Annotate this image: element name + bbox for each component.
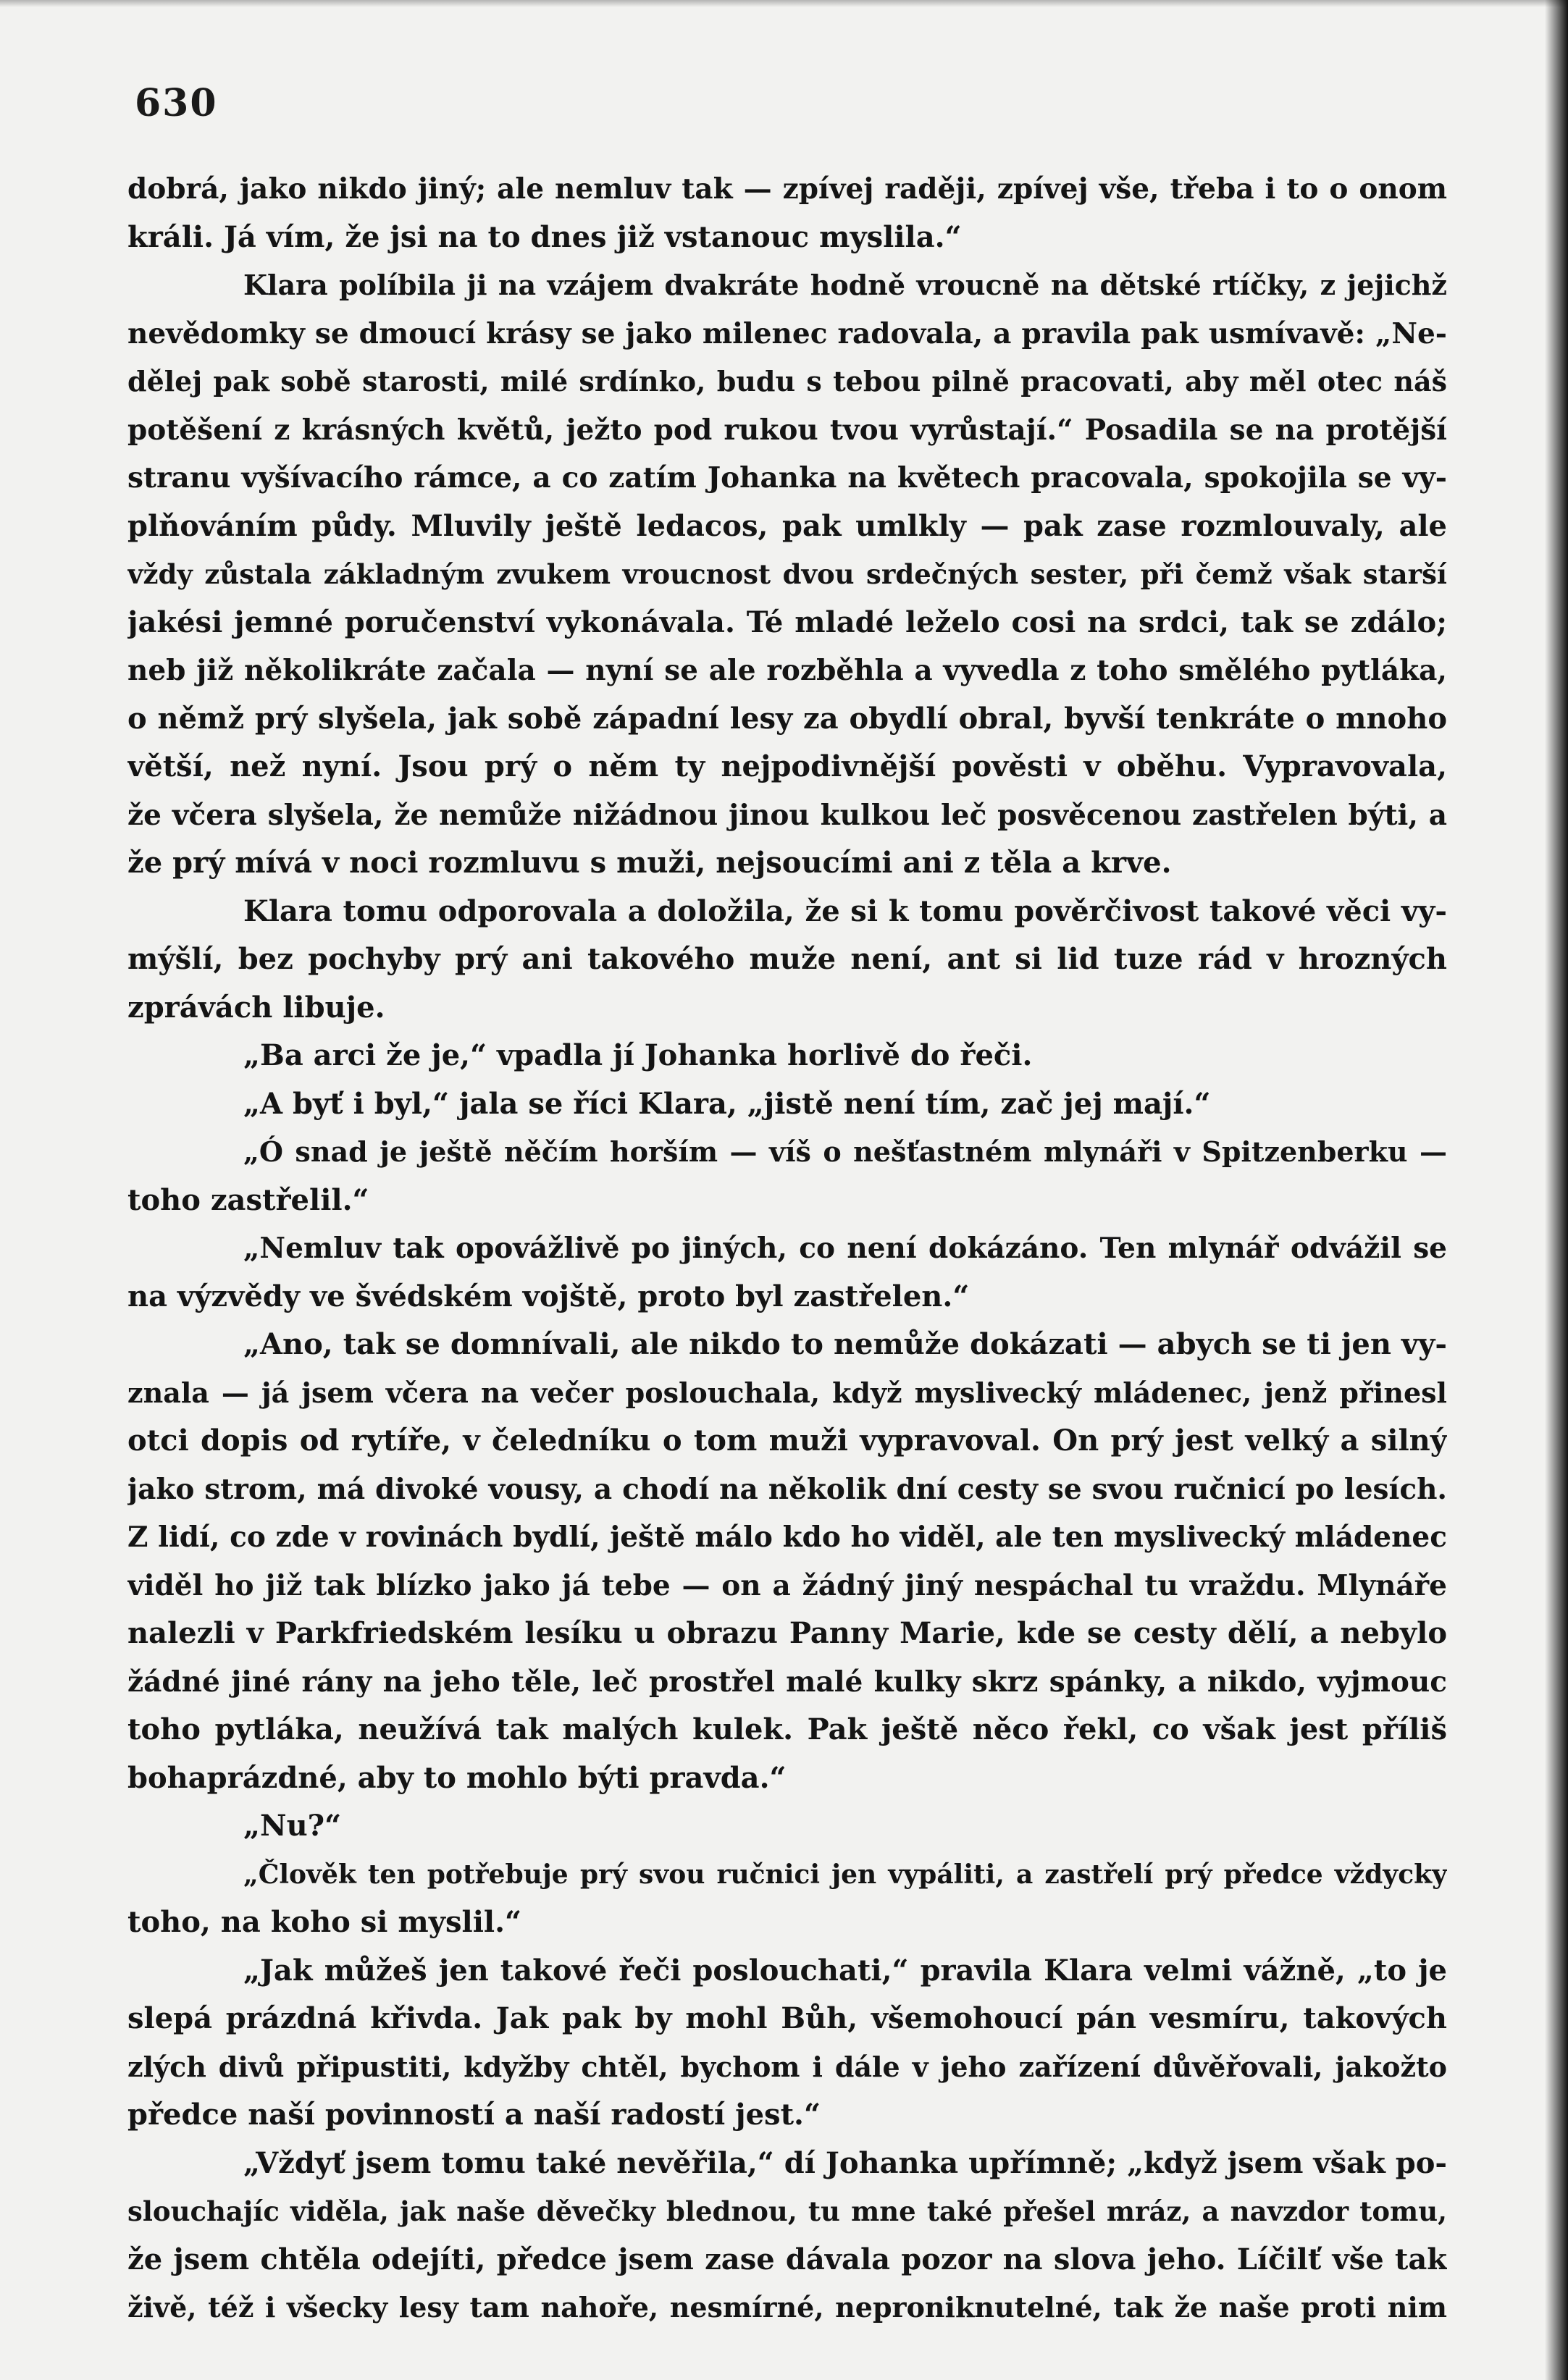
text-line: že prý mívá v noci rozmluvu s muži, nejsoucími ani z těla a krve. [127,846,1172,880]
text-line: znala — já jsem včera na večer poslouchala, když myslivecký mládenec, jenž přinesl [127,1376,1447,1409]
text-line: „Ba arci že je,“ vpadla jí Johanka horlivě do řeči. [243,1038,1033,1072]
text-line: na výzvědy ve švédském vojště, proto byl zastřelen.“ [127,1279,970,1313]
text-line: Z lidí, co zde v rovinách bydlí, ještě málo kdo ho viděl, ale ten myslivecký mládenec [127,1521,1447,1554]
text-line: stranu vyšívacího rámce, a co zatím Johanka na květech pracovala, spokojila se vy- [127,461,1447,495]
text-line: plňováním půdy. Mluvily ještě ledacos, pak umlkly — pak zase rozmlouvaly, ale [127,508,1447,543]
text-line: „Nemluv tak opovážlivě po jiných, co není dokázáno. Ten mlynář odvážil se [243,1232,1447,1265]
text-line: dělej pak sobě starosti, milé srdínko, budu s tebou pilně pracovati, aby měl otec náš [127,365,1447,398]
page-top-edge [0,0,1568,7]
text-line: že včera slyšela, že nemůže nižádnou jinou kulkou leč posvěcenou zastřelen býti, a [127,798,1447,832]
text-line: toho pytláka, neužívá tak malých kulek. Pak ještě něco řekl, co však jest příliš [127,1712,1447,1746]
text-line: že jsem chtěla odejíti, předce jsem zase dávala pozor na slova jeho. Líčilť vše tak [127,2242,1447,2276]
text-line: živě, též i všecky lesy tam nahoře, nesmírné, neproniknutelné, tak že naše proti nim [127,2291,1447,2324]
text-line: „Ano, tak se domnívali, ale nikdo to nemůže dokázati — abych se ti jen vy- [243,1327,1447,1361]
text-line: bohaprázdné, aby to mohlo býti pravda.“ [127,1760,787,1795]
text-line: „Člověk ten potřebuje prý svou ručnici jen vypáliti, a zastřelí prý předce vždycky [243,1859,1447,1890]
text-line: neb již několikráte začala — nyní se ale rozběhla a vyvedla z toho smělého pytláka, [127,654,1447,687]
text-line: otci dopis od rytíře, v čeledníku o tom muži vypravoval. On prý jest velký a silný [127,1424,1447,1458]
text-line: králi. Já vím, že jsi na to dnes již vstanouc myslila.“ [127,219,962,254]
text-line: zprávách libuje. [127,990,385,1025]
text-line: mýšlí, bez pochyby prý ani takového muže není, ant si lid tuze rád v hrozných [127,942,1447,976]
text-line: toho, na koho si myslil.“ [127,1905,522,1939]
page-number: 630 [135,81,218,125]
spine-shadow [1545,0,1568,2380]
text-line: větší, než nyní. Jsou prý o něm ty nejpodivnější pověsti v oběhu. Vypravovala, [127,749,1447,783]
text-line: o němž prý slyšela, jak sobě západní lesy za obydlí obral, byvší tenkráte o mnoho [127,701,1447,736]
text-line: „Ó snad je ještě něčím horším — víš o nešťastném mlynáři v Spitzenberku — [243,1135,1447,1168]
text-line: jakési jemné poručenství vykonávala. Té mladé leželo cosi na srdci, tak se zdálo; [127,605,1447,639]
text-line: nevědomky se dmoucí krásy se jako milenec radovala, a pravila pak usmívavě: „Ne- [127,316,1447,350]
text-line: předce naší povinností a naší radostí jest.“ [127,2098,821,2132]
body-text [127,165,1447,2332]
text-line: jako strom, má divoké vousy, a chodí na několik dní cesty se svou ručnicí po lesích. [127,1472,1447,1506]
text-line: zlých divů připustiti, kdyžby chtěl, bychom i dále v jeho zařízení důvěřovali, jakožto [127,2050,1447,2083]
text-line: „Jak můžeš jen takové řeči poslouchati,“ pravila Klara velmi vážně, „to je [243,1953,1447,1988]
text-line: dobrá, jako nikdo jiný; ale nemluv tak — zpívej raději, zpívej vše, třeba i to o onom [127,172,1447,206]
text-line: viděl ho již tak blízko jako já tebe — on a žádný jiný nespáchal tu vraždu. Mlynáře [127,1568,1447,1602]
text-line: „Vždyť jsem tomu také nevěřila,“ dí Johanka upřímně; „když jsem však po- [243,2145,1447,2180]
text-line: Klara políbila ji na vzájem dvakráte hodně vroucně na dětské rtíčky, z jejichž [243,269,1447,301]
text-line: „Nu?“ [243,1809,342,1843]
text-line: potěšení z krásných květů, ježto pod rukou tvou vyrůstají.“ Posadila se na protější [127,413,1447,447]
text-line: Klara tomu odporovala a doložila, že si k tomu pověrčivost takové věci vy- [243,893,1447,928]
text-line: „A byť i byl,“ jala se říci Klara, „jistě není tím, zač jej mají.“ [243,1086,1211,1121]
text-line: slepá prázdná křivda. Jak pak by mohl Bůh, všemohoucí pán vesmíru, takových [127,2001,1447,2035]
text-line: toho zastřelil.“ [127,1182,369,1217]
text-line: nalezli v Parkfriedském lesíku u obrazu Panny Marie, kde se cesty dělí, a nebylo [127,1616,1447,1650]
text-line: žádné jiné rány na jeho těle, leč prostřel malé kulky skrz spánky, a nikdo, vyjmouc [127,1665,1447,1699]
text-line: vždy zůstala základným zvukem vroucnost dvou srdečných sester, při čemž však starší [127,558,1447,590]
text-line: slouchajíc viděla, jak naše děvečky blednou, tu mne také přešel mráz, a navzdor tomu, [127,2195,1447,2227]
